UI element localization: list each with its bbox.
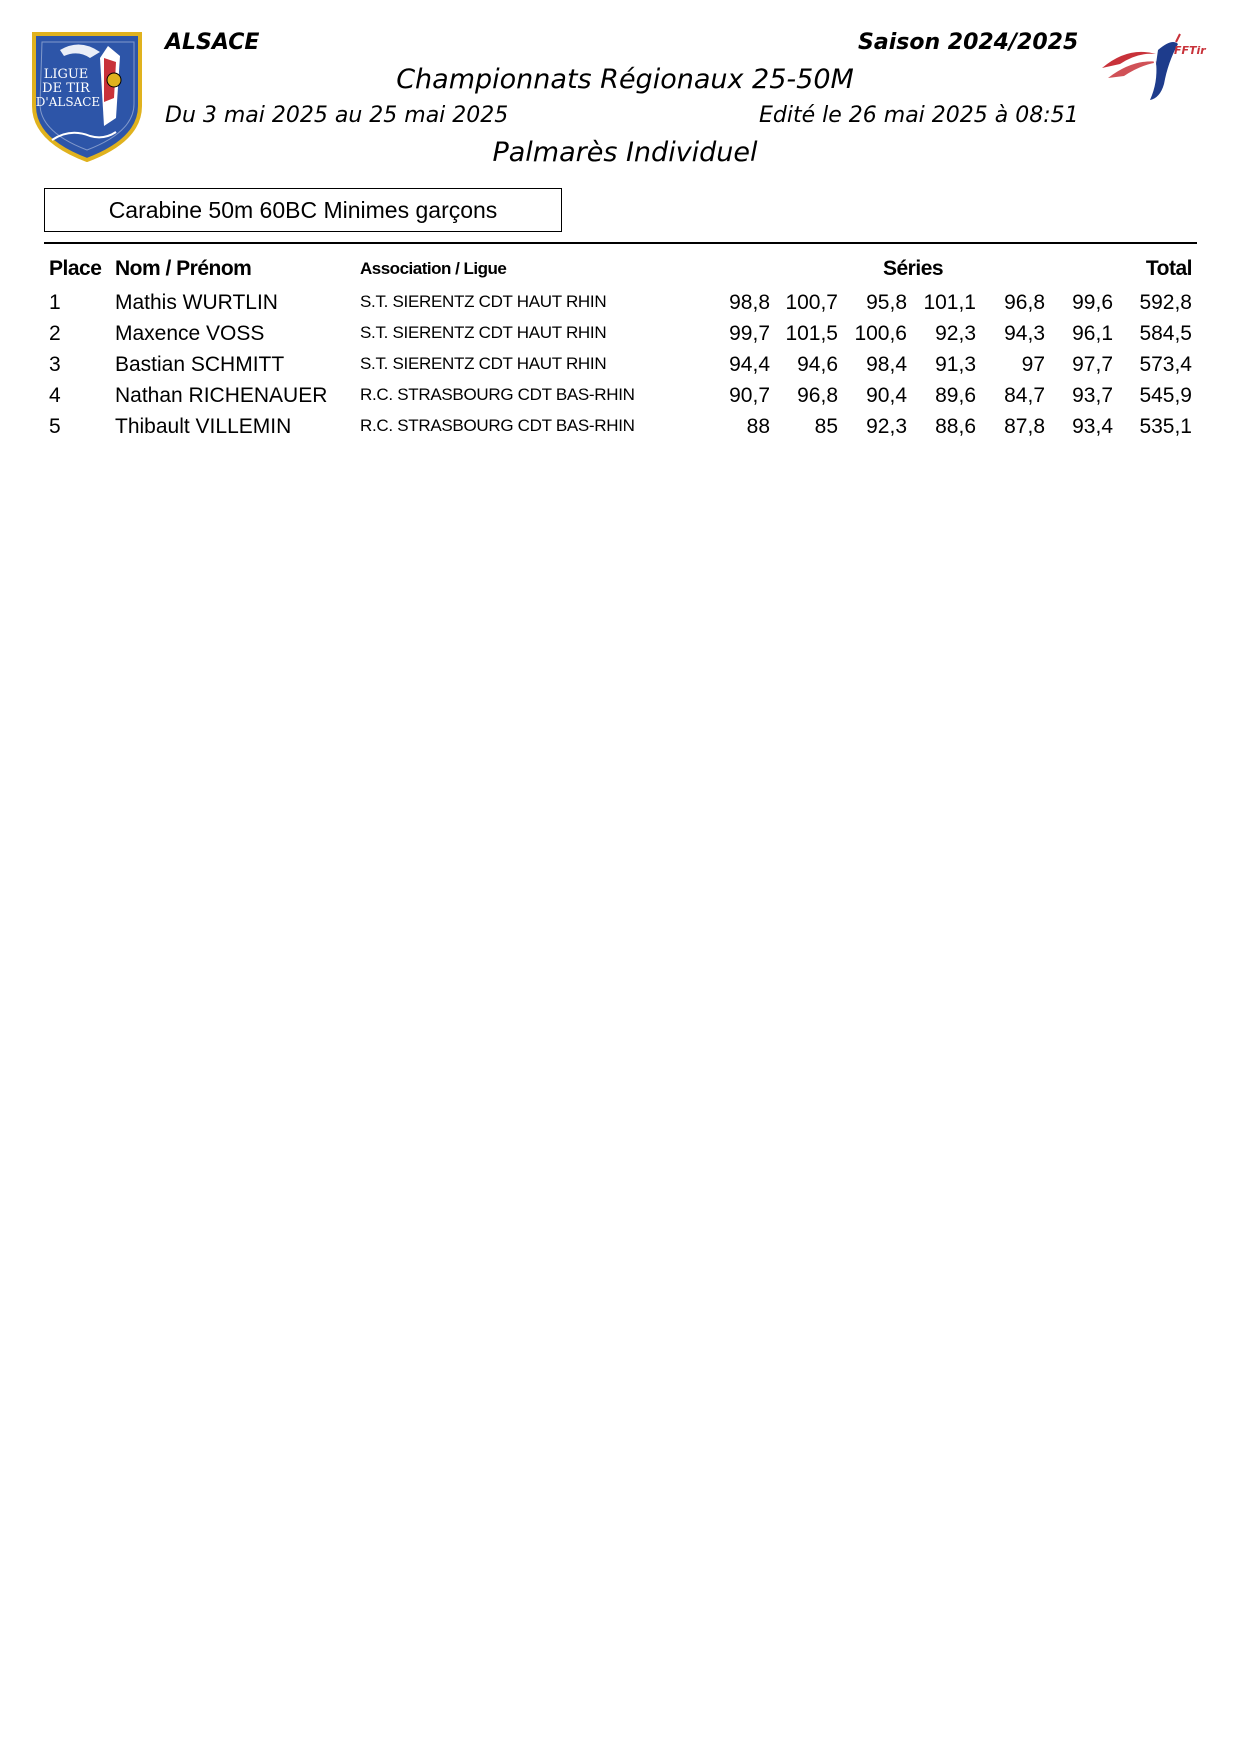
season-label: Saison 2024/2025 <box>858 30 1079 55</box>
association-cell: S.T. SIERENTZ CDT HAUT RHIN <box>360 323 607 342</box>
column-header-series: Séries <box>883 257 944 280</box>
association-cell: R.C. STRASBOURG CDT BAS-RHIN <box>360 416 635 435</box>
region-label: ALSACE <box>165 30 260 55</box>
series-cell: 84,7 <box>1004 384 1045 407</box>
logo-line-2: DE TIR <box>42 81 90 96</box>
logo-line-1: LIGUE <box>43 67 89 82</box>
series-cell: 96,1 <box>1072 322 1113 345</box>
series-cell: 94,6 <box>797 353 838 376</box>
series-cell: 90,7 <box>729 384 770 407</box>
page-subtitle: Palmarès Individuel <box>492 137 758 168</box>
association-cell: R.C. STRASBOURG CDT BAS-RHIN <box>360 385 635 404</box>
series-cell: 88,6 <box>935 415 976 438</box>
series-cell: 99,7 <box>729 322 770 345</box>
table-row <box>0 318 1242 349</box>
place-cell: 5 <box>49 415 61 438</box>
series-cell: 88 <box>746 415 770 438</box>
edited-timestamp: Edité le 26 mai 2025 à 08:51 <box>759 103 1079 128</box>
table-row <box>0 411 1242 442</box>
series-cell: 93,4 <box>1072 415 1113 438</box>
name-cell: Mathis WURTLIN <box>115 291 278 314</box>
fftir-logo <box>1098 28 1216 102</box>
place-cell: 2 <box>49 322 61 345</box>
series-cell: 96,8 <box>1004 291 1045 314</box>
table-row <box>0 349 1242 380</box>
series-cell: 96,8 <box>797 384 838 407</box>
header-divider <box>44 242 1197 244</box>
series-cell: 91,3 <box>935 353 976 376</box>
series-cell: 92,3 <box>935 322 976 345</box>
total-cell: 545,9 <box>1139 384 1192 407</box>
date-range: Du 3 mai 2025 au 25 mai 2025 <box>165 103 509 128</box>
place-cell: 1 <box>49 291 61 314</box>
series-cell: 94,3 <box>1004 322 1045 345</box>
column-header-total: Total <box>1145 257 1192 280</box>
total-cell: 535,1 <box>1139 415 1192 438</box>
series-cell: 100,6 <box>854 322 907 345</box>
name-cell: Nathan RICHENAUER <box>115 384 328 407</box>
logo-line-3: D'ALSACE <box>35 95 101 109</box>
name-cell: Bastian SCHMITT <box>115 353 285 376</box>
series-cell: 100,7 <box>785 291 838 314</box>
category-title: Carabine 50m 60BC Minimes garçons <box>44 188 562 232</box>
series-cell: 90,4 <box>866 384 907 407</box>
table-row <box>0 380 1242 411</box>
total-cell: 584,5 <box>1139 322 1192 345</box>
total-cell: 592,8 <box>1139 291 1192 314</box>
series-cell: 97,7 <box>1072 353 1113 376</box>
column-header-name: Nom / Prénom <box>115 257 252 280</box>
name-cell: Thibault VILLEMIN <box>115 415 292 438</box>
place-cell: 4 <box>49 384 61 407</box>
association-cell: S.T. SIERENTZ CDT HAUT RHIN <box>360 354 607 373</box>
series-cell: 89,6 <box>935 384 976 407</box>
table-row <box>0 287 1242 318</box>
fftir-logo-text: FFTir <box>1174 44 1206 57</box>
series-cell: 92,3 <box>866 415 907 438</box>
name-cell: Maxence VOSS <box>115 322 265 345</box>
series-cell: 87,8 <box>1004 415 1045 438</box>
series-cell: 97 <box>1021 353 1045 376</box>
series-cell: 94,4 <box>729 353 770 376</box>
series-cell: 85 <box>814 415 838 438</box>
series-cell: 95,8 <box>866 291 907 314</box>
place-cell: 3 <box>49 353 61 376</box>
series-cell: 98,4 <box>866 353 907 376</box>
series-cell: 101,5 <box>785 322 838 345</box>
championship-title: Championnats Régionaux 25-50M <box>396 64 854 95</box>
column-header-association: Association / Ligue <box>360 259 507 278</box>
series-cell: 93,7 <box>1072 384 1113 407</box>
column-header-place: Place <box>49 257 102 280</box>
total-cell: 573,4 <box>1139 353 1192 376</box>
series-cell: 101,1 <box>923 291 976 314</box>
association-cell: S.T. SIERENTZ CDT HAUT RHIN <box>360 292 607 311</box>
series-cell: 98,8 <box>729 291 770 314</box>
ligue-alsace-logo <box>30 28 144 162</box>
series-cell: 99,6 <box>1072 291 1113 314</box>
